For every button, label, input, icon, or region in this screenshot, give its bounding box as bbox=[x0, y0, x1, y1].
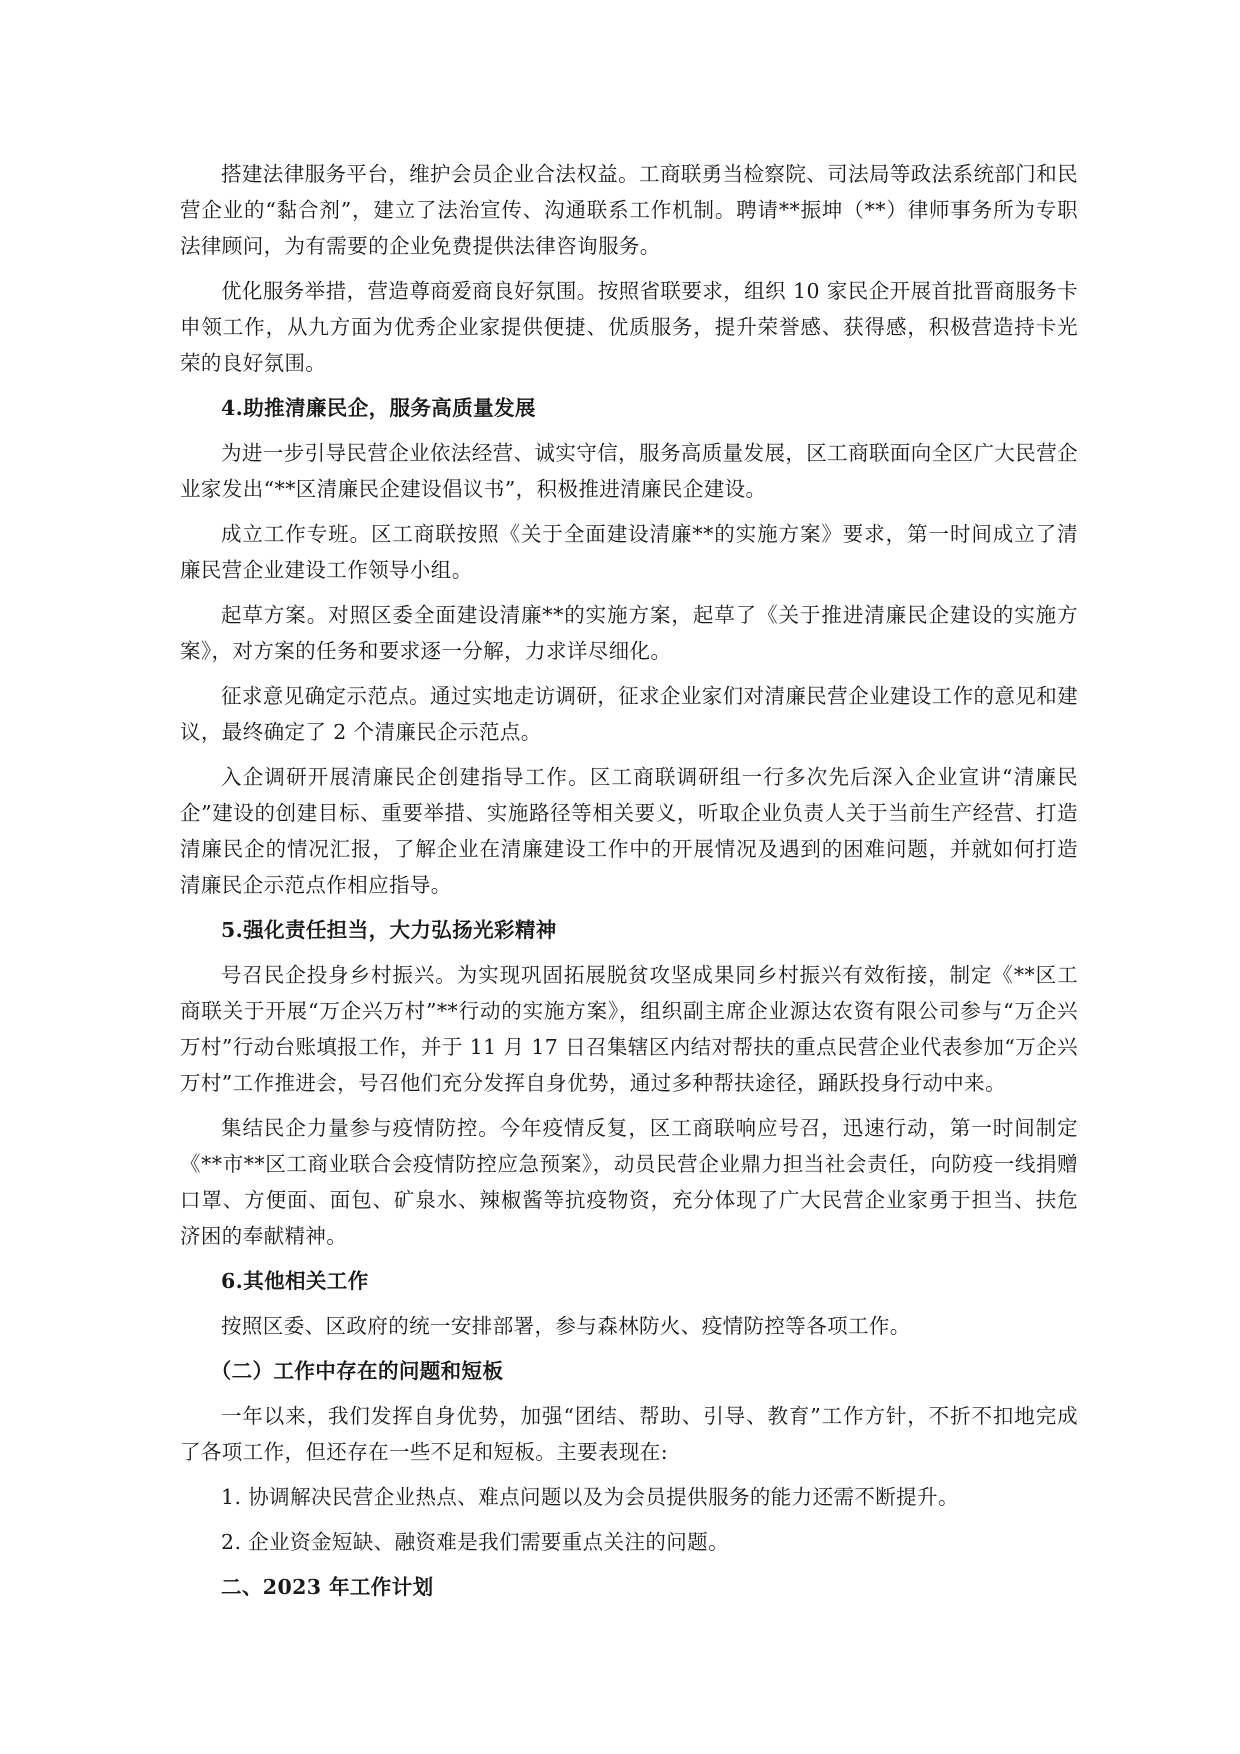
section-heading-2023-plan: 二、2023 年工作计划 bbox=[221, 1575, 434, 1599]
document-body bbox=[180, 156, 1078, 1614]
paragraph-demonstration-points: 征求意见确定示范点。通过实地走访调研，征求企业家们对清廉民营企业建设工作的意见和建议，最终确定了 2 个清廉民企示范点。 bbox=[180, 684, 1078, 744]
problem-list-item-2: 2. 企业资金短缺、融资难是我们需要重点关注的问题。 bbox=[221, 1530, 729, 1554]
paragraph-service-measures: 优化服务举措，营造尊商爱商良好氛围。按照省联要求，组织 10 家民企开展首批晋商服务卡申领工作，从九方面为优秀企业家提供便捷、优质服务，提升荣誉感、获得感，积极营造持卡光荣的良好氛围。 bbox=[180, 279, 1078, 375]
section-heading-responsibility: 5.强化责任担当，大力弘扬光彩精神 bbox=[221, 918, 557, 942]
paragraph-clean-enterprise-initiative: 为进一步引导民营企业依法经营、诚实守信，服务高质量发展，区工商联面向全区广大民营企业家发出“**区清廉民企建设倡议书”，积极推进清廉民企建设。 bbox=[180, 441, 1078, 501]
paragraph-epidemic-prevention: 集结民企力量参与疫情防控。今年疫情反复，区工商联响应号召，迅速行动，第一时间制定《**市**区工商业联合会疫情防控应急预案》，动员民营企业鼎力担当社会责任，向防疫一线捐赠口罩、方便面、面包、矿泉水、辣椒酱等抗疫物资，充分体现了广大民营企业家勇于担当、扶危济困的奉献精神。 bbox=[180, 1116, 1078, 1248]
paragraph-enterprise-research: 入企调研开展清廉民企创建指导工作。区工商联调研组一行多次先后深入企业宣讲“清廉民企”建设的创建目标、重要举措、实施路径等相关要义，听取企业负责人关于当前生产经营、打造清廉民企的情况汇报，了解企业在清廉建设工作中的开展情况及遇到的困难问题，并就如何打造清廉民企示范点作相应指导。 bbox=[180, 765, 1078, 897]
paragraph-other-work: 按照区委、区政府的统一安排部署，参与森林防火、疫情防控等各项工作。 bbox=[221, 1314, 911, 1338]
paragraph-rural-revitalization: 号召民企投身乡村振兴。为实现巩固拓展脱贫攻坚成果同乡村振兴有效衔接，制定《**区工商联关于开展“万企兴万村”**行动的实施方案》，组织副主席企业源达农资有限公司参与“万企兴万村”行动台账填报工作，并于 11 月 17 日召集辖区内结对帮扶的重点民营企业代表参加“万企兴万村”工作推进会，号召他们充分发挥自身优势，通过多种帮扶途径，踊跃投身行动中来。 bbox=[180, 963, 1078, 1095]
section-heading-problems: （二）工作中存在的问题和短板 bbox=[210, 1359, 504, 1383]
paragraph-working-group: 成立工作专班。区工商联按照《关于全面建设清廉**的实施方案》要求，第一时间成立了清廉民营企业建设工作领导小组。 bbox=[180, 522, 1078, 582]
paragraph-problems-summary: 一年以来，我们发挥自身优势，加强“团结、帮助、引导、教育”工作方针，不折不扣地完成了各项工作，但还存在一些不足和短板。主要表现在: bbox=[180, 1404, 1078, 1464]
paragraph-draft-plan: 起草方案。对照区委全面建设清廉**的实施方案，起草了《关于推进清廉民企建设的实施方案》，对方案的任务和要求逐一分解，力求详尽细化。 bbox=[180, 603, 1078, 663]
paragraph-legal-service-platform: 搭建法律服务平台，维护会员企业合法权益。工商联勇当检察院、司法局等政法系统部门和民营企业的“黏合剂”，建立了法治宣传、沟通联系工作机制。聘请**振坤（**）律师事务所为专职法律顾问，为有需要的企业免费提供法律咨询服务。 bbox=[180, 162, 1078, 258]
section-heading-clean-enterprises: 4.助推清廉民企，服务高质量发展 bbox=[221, 396, 536, 420]
problem-list-item-1: 1. 协调解决民营企业热点、难点问题以及为会员提供服务的能力还需不断提升。 bbox=[221, 1485, 959, 1509]
section-heading-other-work: 6.其他相关工作 bbox=[221, 1269, 369, 1293]
